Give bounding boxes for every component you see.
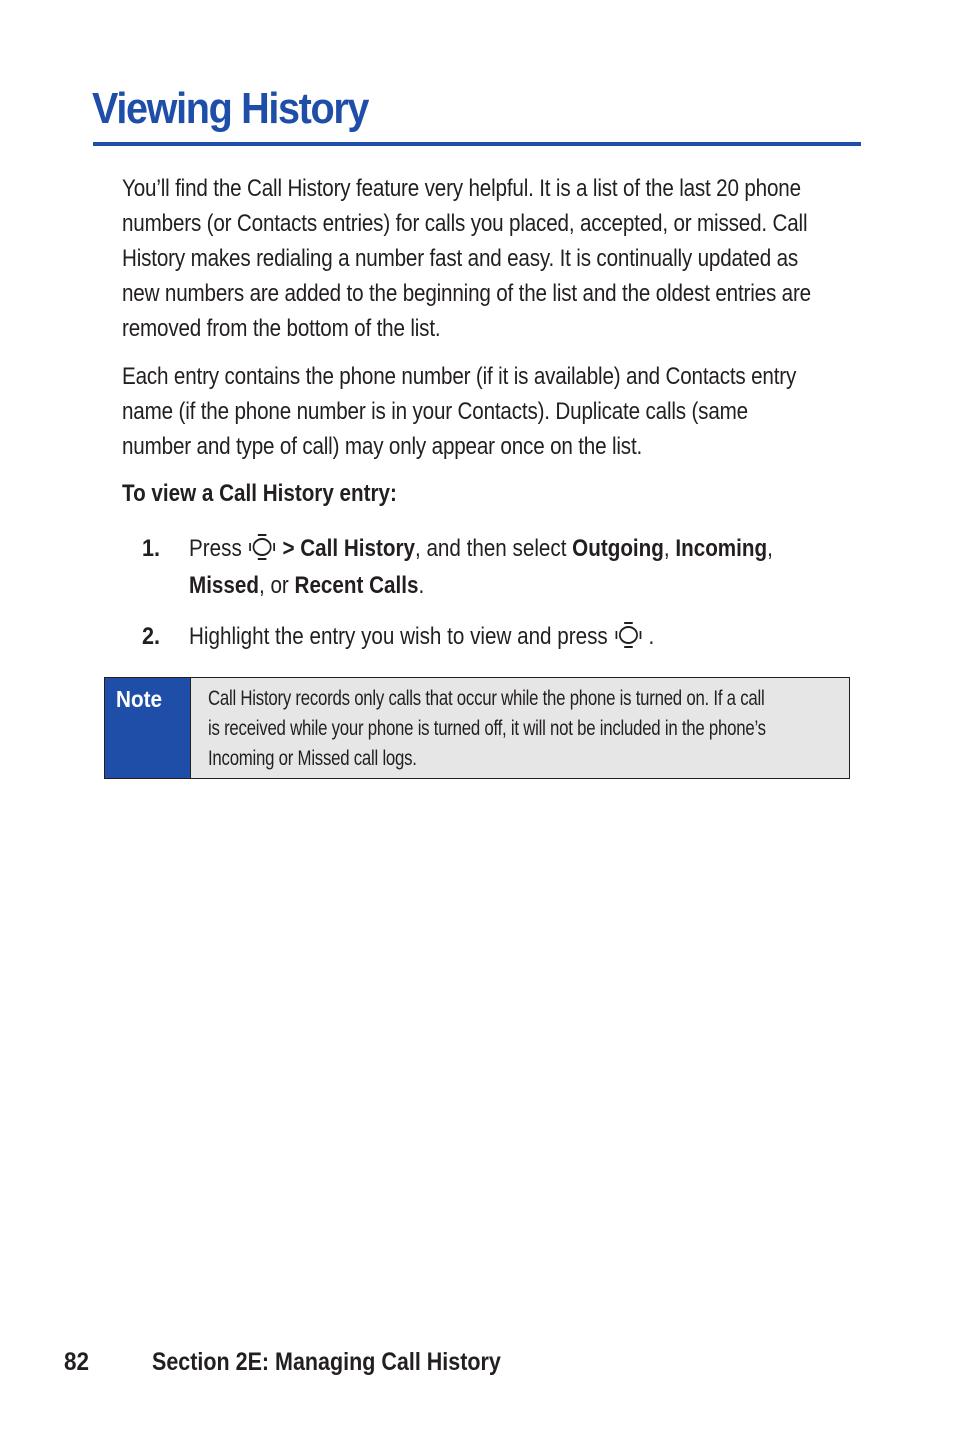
step-text: . [418,572,425,599]
entry-line: Each entry contains the phone number (if it is available) and Contacts entry [122,363,797,390]
entry-paragraph [122,359,862,464]
option-incoming: Incoming [675,535,768,562]
note-box [104,677,850,779]
intro-line: History makes redialing a number fast and easy. It is continually updated as [122,245,799,272]
intro-line: numbers (or Contacts entries) for calls you placed, accepted, or missed. Call [122,210,808,237]
page-number: 82 [64,1348,90,1376]
option-recent-calls: Recent Calls [294,572,419,599]
entry-line: number and type of call) may only appear once on the list. [122,433,643,460]
section-title: Section 2E: Managing Call History [152,1348,501,1376]
option-outgoing: Outgoing [572,535,664,562]
step-text: . [648,623,655,650]
intro-line: new numbers are added to the beginning of the list and the oldest entries are [122,280,811,307]
step-1-line-1 [189,530,773,567]
intro-line: removed from the bottom of the list. [122,315,441,342]
note-text [208,684,905,774]
step-text: , and then select [414,535,567,562]
separator: , [663,535,670,562]
step-text: , or [258,572,289,599]
step-1-line-2 [189,567,773,604]
option-missed: Missed [189,572,259,599]
note-line: Incoming or Missed call logs. [208,747,417,770]
title-rule [93,142,861,146]
menu-ok-key-icon [613,620,642,650]
page-title: Viewing History [92,84,369,133]
procedure-heading: To view a Call History entry: [122,480,397,507]
intro-paragraph [122,171,862,346]
menu-ok-key-icon [248,532,277,562]
intro-line: You’ll find the Call History feature very helpful. It is a list of the last 20 phone [122,175,801,202]
step-2-line [189,618,654,655]
menu-path: > Call History [282,535,415,562]
step-number: 1. [142,535,161,562]
entry-line: name (if the phone number is in your Contacts). Duplicate calls (same [122,398,748,425]
step-text: Highlight the entry you wish to view and press [189,623,608,650]
step-text: Press [189,535,242,562]
step-number: 2. [142,623,161,650]
note-line: is received while your phone is turned off, it will not be included in the phone’s [208,717,766,740]
note-line: Call History records only calls that occur while the phone is turned on. If a call [208,687,765,710]
note-label: Note [116,686,163,712]
separator: , [767,535,773,562]
note-label-panel [105,678,191,778]
